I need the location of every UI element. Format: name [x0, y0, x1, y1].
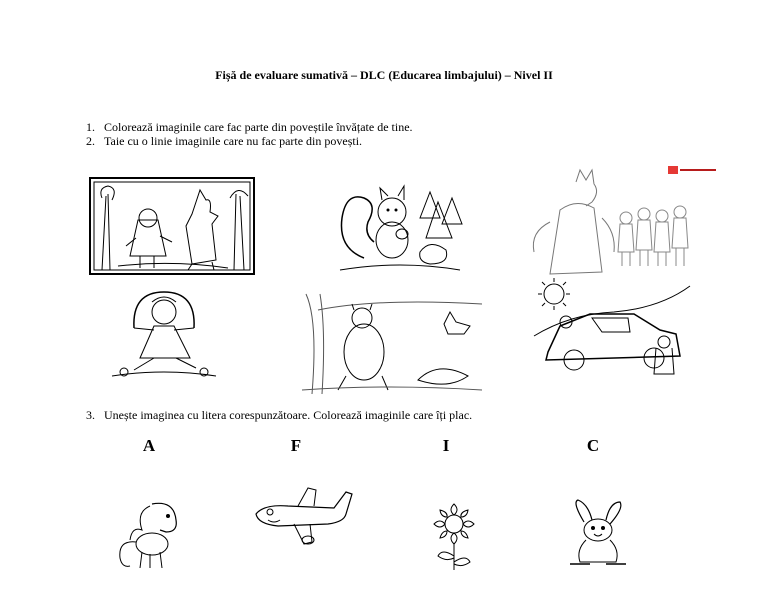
airplane-icon — [248, 484, 354, 550]
instruction-3 — [86, 408, 472, 422]
instruction-1-text: Colorează imaginile care fac parte din poveștile învățate de tine. — [104, 120, 413, 134]
page-title: Fișă de evaluare sumativă – DLC (Educarea limbajului) – Nivel II — [215, 68, 553, 82]
instruction-2-number: 2. — [86, 134, 95, 148]
red-riding-hood-image — [88, 176, 256, 276]
letter-a: A — [142, 436, 156, 455]
instruction-1 — [86, 120, 413, 134]
rabbit-image — [562, 498, 632, 570]
instruction-1-number: 1. — [86, 120, 95, 134]
sunflower-icon — [428, 502, 480, 572]
letter-f: F — [290, 436, 302, 455]
pony-image — [112, 496, 190, 572]
girl-jump-rope-image — [104, 288, 224, 384]
red-riding-hood-icon — [88, 176, 256, 276]
instruction-3-number: 3. — [86, 408, 95, 422]
bear-and-fox-image — [298, 290, 484, 396]
squirrel-image — [334, 178, 466, 282]
instruction-2-text: Taie cu o linie imaginile care nu fac parte din povești. — [104, 134, 363, 148]
letter-i: I — [442, 436, 450, 455]
girl-jump-rope-icon — [104, 288, 224, 384]
squirrel-icon — [334, 178, 466, 282]
instruction-3-text: Unește imaginea cu litera corespunzătoare. Colorează imaginile care îți plac. — [104, 408, 473, 422]
goat-and-kids-icon — [520, 162, 722, 280]
letter-c: C — [586, 436, 600, 455]
car-wash-icon — [530, 278, 694, 382]
bear-and-fox-icon — [298, 290, 484, 396]
instruction-2 — [86, 134, 362, 148]
car-wash-image — [530, 278, 694, 382]
pony-icon — [112, 496, 190, 572]
airplane-image — [248, 484, 354, 550]
rabbit-icon — [562, 498, 632, 570]
goat-and-kids-image — [520, 162, 722, 280]
sunflower-image — [428, 502, 480, 572]
